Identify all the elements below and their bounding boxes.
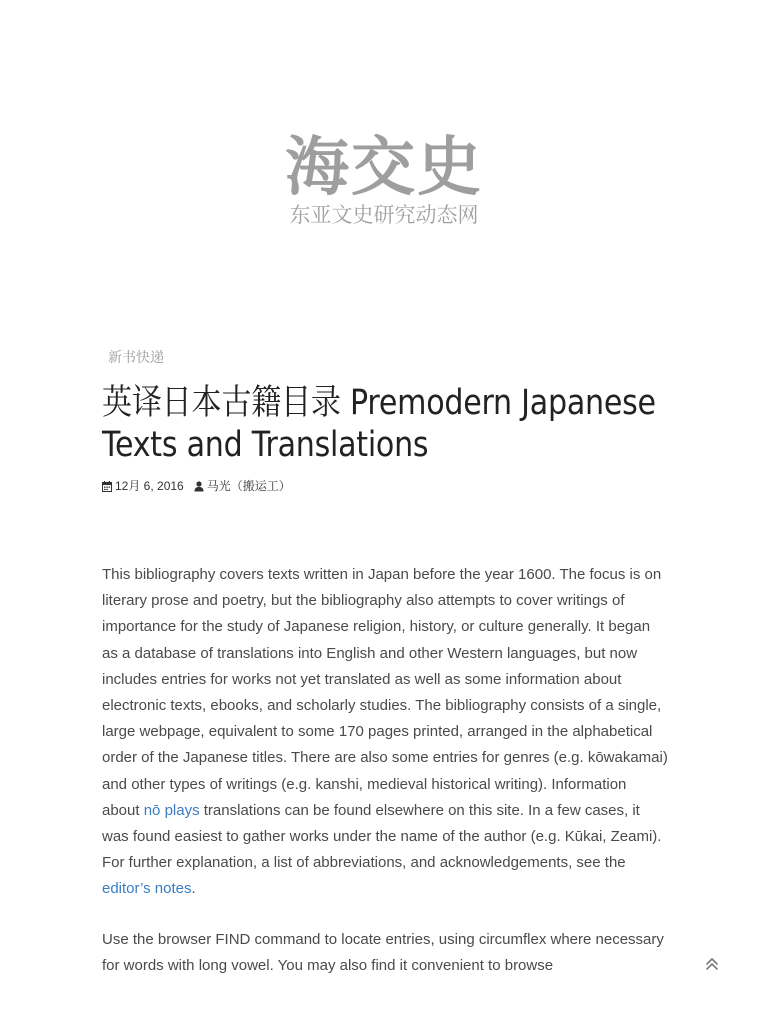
content-text: translations can be found elsewhere on this site. In a few cases, it was found easiest to gather works under the name of the author (e.g. Kūkai, Zeami). For further explanation, a list of abbreviations, and acknowledgements, see the bbox=[102, 801, 662, 872]
post-content bbox=[102, 562, 668, 1003]
site-tagline: 东亚文史研究动态网 bbox=[289, 203, 479, 227]
user-icon bbox=[194, 481, 204, 492]
post-meta bbox=[102, 478, 668, 494]
calendar-icon bbox=[102, 481, 112, 492]
post-author-link[interactable]: 马光（搬运工） bbox=[206, 479, 291, 493]
content-text: This bibliography covers texts written in Japan before the year 1600. The focus is on literary prose and poetry, but the bibliography also attempts to cover writings of importance for the study of Japanese religion, history, or culture generally. It began as a database of translations into English and other Western languages, but now includes entries for works not yet translated as well as some information about electronic texts, ebooks, and scholarly studies. The bibliography consists of a single, large webpage, equivalent to some 170 pages printed, arranged in the alphabetical order of the Japanese titles. There are also some entries for genres (e.g. kōwakamai) and other types of writings (e.g. kanshi, medieval historical writing). Information about bbox=[102, 566, 668, 819]
double-chevron-up-icon bbox=[703, 954, 721, 976]
editors-notes-link[interactable]: editor’s notes bbox=[102, 880, 192, 898]
content-paragraph bbox=[102, 562, 668, 903]
post-author bbox=[194, 478, 291, 494]
back-to-top-button[interactable] bbox=[703, 954, 721, 976]
content-paragraph: Use the browser FIND command to locate entries, using circumflex where necessary for words with long vowel. You may also find it convenient to browse bbox=[102, 930, 664, 974]
post-date bbox=[102, 478, 184, 494]
site-header bbox=[0, 130, 768, 228]
post-date-link[interactable]: 12月 6, 2016 bbox=[115, 479, 184, 493]
site-title-link[interactable]: 海交史 bbox=[285, 131, 483, 205]
no-plays-link[interactable]: nō plays bbox=[143, 801, 200, 819]
content-text: . bbox=[191, 880, 196, 898]
post-title: 英译日本古籍目录 Premodern Japanese Texts and Translations bbox=[102, 383, 656, 465]
category-link[interactable]: 新书快递 bbox=[108, 350, 164, 366]
post bbox=[102, 346, 668, 494]
